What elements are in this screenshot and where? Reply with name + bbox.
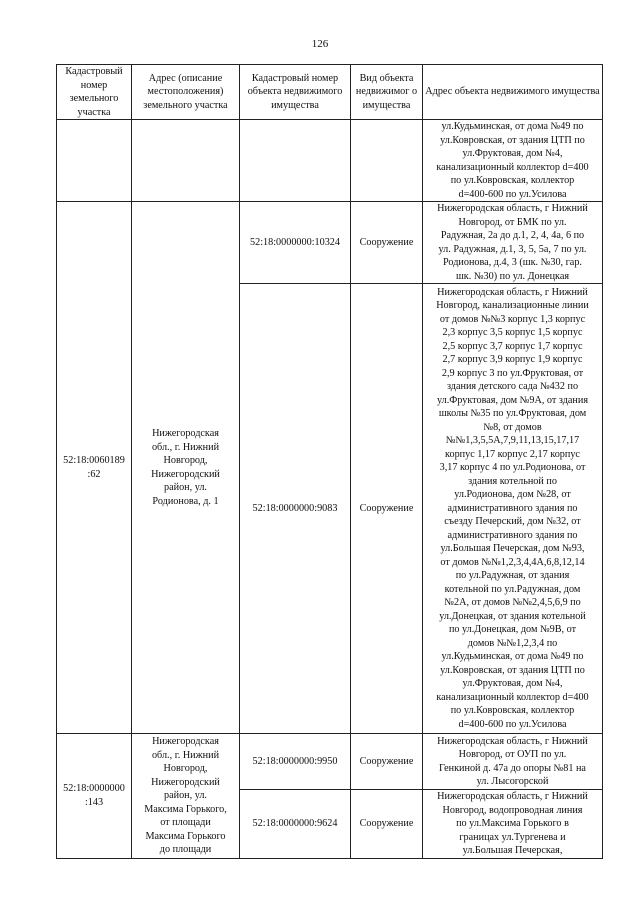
object-number-cell (240, 120, 351, 202)
page-number: 126 (311, 38, 329, 50)
property-registry-table (56, 64, 603, 859)
table-row (57, 202, 603, 284)
object-address-cell: Нижегородская область, г Нижний Новгород, от ОУП по ул. Генкиной д. 47а до опоры №81 на ул. Лысогорской (423, 734, 603, 790)
object-type-cell: Сооружение (351, 734, 423, 790)
object-address-cell: Нижегородская область, г Нижний Новгород, водопроводная линия по ул.Максима Горького в границах ул.Тургенева и ул.Большая Печерская, (423, 790, 603, 859)
header-parcel-number: Кадастровый номер земельного участка (57, 65, 132, 120)
object-address-cell: Нижегородская область, г Нижний Новгород, от БМК по ул. Радужная, 2а до д.1, 2, 4, 4а, 6 по ул. Радужная, д.1, 3, 5, 5а, 7 по ул. Родионова, д.4, 3 (шк. №30, гар. шк. №30) по ул. Донецкая (423, 202, 603, 284)
object-address-cell: Нижегородская область, г Нижний Новгород, канализационные линии от домов №№3 корпус 1,3 корпус 2,3 корпус 3,5 корпус 1,5 корпус 2,5 корпус 3,7 корпус 1,7 корпус 2,7 корпус 3,9 корпус 1,9 корпус 2,9 корпус 3 по ул.Фруктовая, от здания детского сада №432 по ул.Фруктовая, дом №9А, от здания школы №35 по ул.Фруктовая, дом №8, от домов №№1,3,5,5А,7,9,11,13,15,17,17 корпус 1,17 корпус 2,17 корпус 3,17 корпус 4 по ул.Родионова, от здания котельной по ул.Родионова, дом №28, от административного здания по съезду Печерский, дом №32, от административного здания по ул.Большая Печерская, дом №93, от домов №№1,2,3,4,4А,6,8,12,14 по ул.Радужная, от здания котельной по ул.Радужная, дом №2А, от домов №№2,4,5,6,9 по ул.Донецкая, от здания котельной по ул.Донецкая, дом №9В, от домов №№1,2,3,4 по ул.Кудьминская, от дома №49 по ул.Ковровская, от здания ЦТП по ул.Фруктовая, дом №4, канализационный коллектор d=400 по ул.Ковровская, коллектор d=400-600 по ул.Усилова (423, 284, 603, 734)
object-type-cell: Сооружение (351, 284, 423, 734)
parcel-number-cell (57, 120, 132, 202)
parcel-address-cell: Нижегородская обл., г. Нижний Новгород, Нижегородский район, ул. Максима Горького, от площади Максима Горького до площади (132, 734, 240, 859)
object-number-cell: 52:18:0000000:10324 (240, 202, 351, 284)
parcel-number-cell: 52:18:0000000 :143 (57, 734, 132, 859)
object-number-cell: 52:18:0000000:9950 (240, 734, 351, 790)
header-object-address: Адрес объекта недвижимого имущества (423, 65, 603, 120)
object-number-cell: 52:18:0000000:9083 (240, 284, 351, 734)
parcel-address-cell (132, 120, 240, 202)
header-object-number: Кадастровый номер объекта недвижимого имущества (240, 65, 351, 120)
table-header-row (57, 65, 603, 120)
parcel-address-cell: Нижегородская обл., г. Нижний Новгород, Нижегородский район, ул. Родионова, д. 1 (132, 202, 240, 734)
table-row (57, 120, 603, 202)
parcel-number-cell: 52:18:0060189 :62 (57, 202, 132, 734)
table-row (57, 734, 603, 790)
header-object-type: Вид объекта недвижимог о имущества (351, 65, 423, 120)
object-type-cell: Сооружение (351, 790, 423, 859)
object-address-cell: ул.Кудьминская, от дома №49 по ул.Ковровская, от здания ЦТП по ул.Фруктовая, дом №4, канализационный коллектор d=400 по ул.Ковровская, коллектор d=400-600 по ул.Усилова (423, 120, 603, 202)
object-type-cell (351, 120, 423, 202)
object-number-cell: 52:18:0000000:9624 (240, 790, 351, 859)
object-type-cell: Сооружение (351, 202, 423, 284)
header-parcel-address: Адрес (описание местоположения) земельного участка (132, 65, 240, 120)
